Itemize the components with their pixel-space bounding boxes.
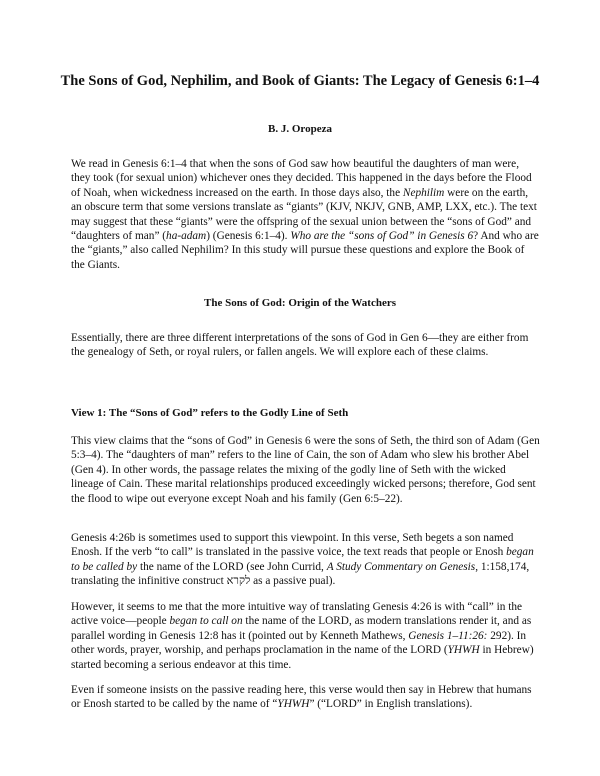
view1-paragraph-2 [71,531,540,589]
intro-text-2: were on the earth, an obscure term that some versions translate as “giants” (KJV, NKJV, GNB, AMP, LXX, etc.). The text may suggest that these “giants” were the offspring of the sexual union between the “sons of God” and “daughters of man” ( [71,186,537,243]
view1-p3-text-4: in Hebrew) started becoming a serious endeavor at this time. [71,644,534,671]
section-heading-sons-of-god: The Sons of God: Origin of the Watchers [203,297,396,309]
view1-heading: View 1: The “Sons of God” refers to the Godly Line of Seth [71,407,349,419]
document-title: The Sons of God, Nephilim, and Book of Giants: The Legacy of Genesis 6:1–4 [60,73,540,89]
view1-p4-italic-1: YHWH [277,698,310,711]
view1-p3-text-1: However, it seems to me that the more intuitive way of translating Genesis 4:26 is with “call” in the active voice—people [71,601,522,628]
view1-p2-italic-1: began to be called by [71,546,534,573]
view1-p3-italic-1: began to call on [169,615,243,628]
view1-p3-text-3: 292). In other words, prayer, worship, and perhaps proclamation in the name of the LORD ( [71,629,527,657]
view1-p2-text-1: Genesis 4:26b is sometimes used to support this viewpoint. In this verse, Seth begets a son named Enosh. If the verb “to call” is translated in the passive voice, the text reads that people or Enosh [71,532,514,559]
view1-p3-italic-3: YHWH [447,644,480,657]
view1-p2-italic-2: A Study Commentary on Genesis [326,560,476,573]
intro-text-3: ) (Genesis 6:1–4). [206,230,291,243]
view1-p3-italic-2: Genesis 1–11:26: [408,629,488,642]
intro-text-4: ? And who are the “giants,” also called Nephilim? In this study will pursue these questions and explore the Book of the Giants. [71,230,539,271]
intro-paragraph [71,157,540,272]
view1-p2-text-3: , 1:158,174, translating the infinitive construct לקרא as a passive pual). [71,560,530,588]
intro-text-1: We read in Genesis 6:1–4 that when the sons of God saw how beautiful the daughters of man were, they took (for sexual union) whichever ones they decided. This happened in the days before the Flood of Noah, when wickedness increased on the earth. In those days also, the [71,158,532,199]
view1-paragraph-1: This view claims that the “sons of God” in Genesis 6 were the sons of Seth, the third son of Adam (Gen 5:3–4). The “daughters of man” refers to the line of Cain, the son of Adam who slew his brother Abel (Gen 4). In other words, the passage relates the mixing of the godly line of Seth with the wicked lineage of Cain. These marital relationships produced exceedingly wicked persons; therefore, God sent the flood to wipe out everyone except Noah and his family (Gen 6:5–22). [71,435,540,505]
view1-p3-text-2: the name of the LORD, as modern translations render it, and as parallel wording in Genesis 12:8 has it (pointed out by Kenneth Mathews, [71,615,532,642]
view1-p4-text-2: ” (“LORD” in English translations). [309,698,473,711]
author-name: B. J. Oropeza [268,123,332,135]
intro-ha-adam: ha-adam [166,230,207,243]
intro-nephilim: Nephilim [402,186,445,199]
view1-p4-text-1: Even if someone insists on the passive reading here, this verse would then say in Hebrew that humans or Enosh started to be called by the name of “ [71,684,532,711]
section-intro-paragraph: Essentially, there are three different interpretations of the sons of God in Gen 6—they are either from the genealogy of Seth, or royal rulers, or fallen angels. We will explore each of these claims. [71,332,529,359]
view1-paragraph-4 [71,683,540,712]
view1-p2-text-2: the name of the LORD (see John Currid, [137,560,327,573]
intro-question: Who are the “sons of God” in Genesis 6 [290,230,474,243]
view1-paragraph-3 [71,600,540,672]
